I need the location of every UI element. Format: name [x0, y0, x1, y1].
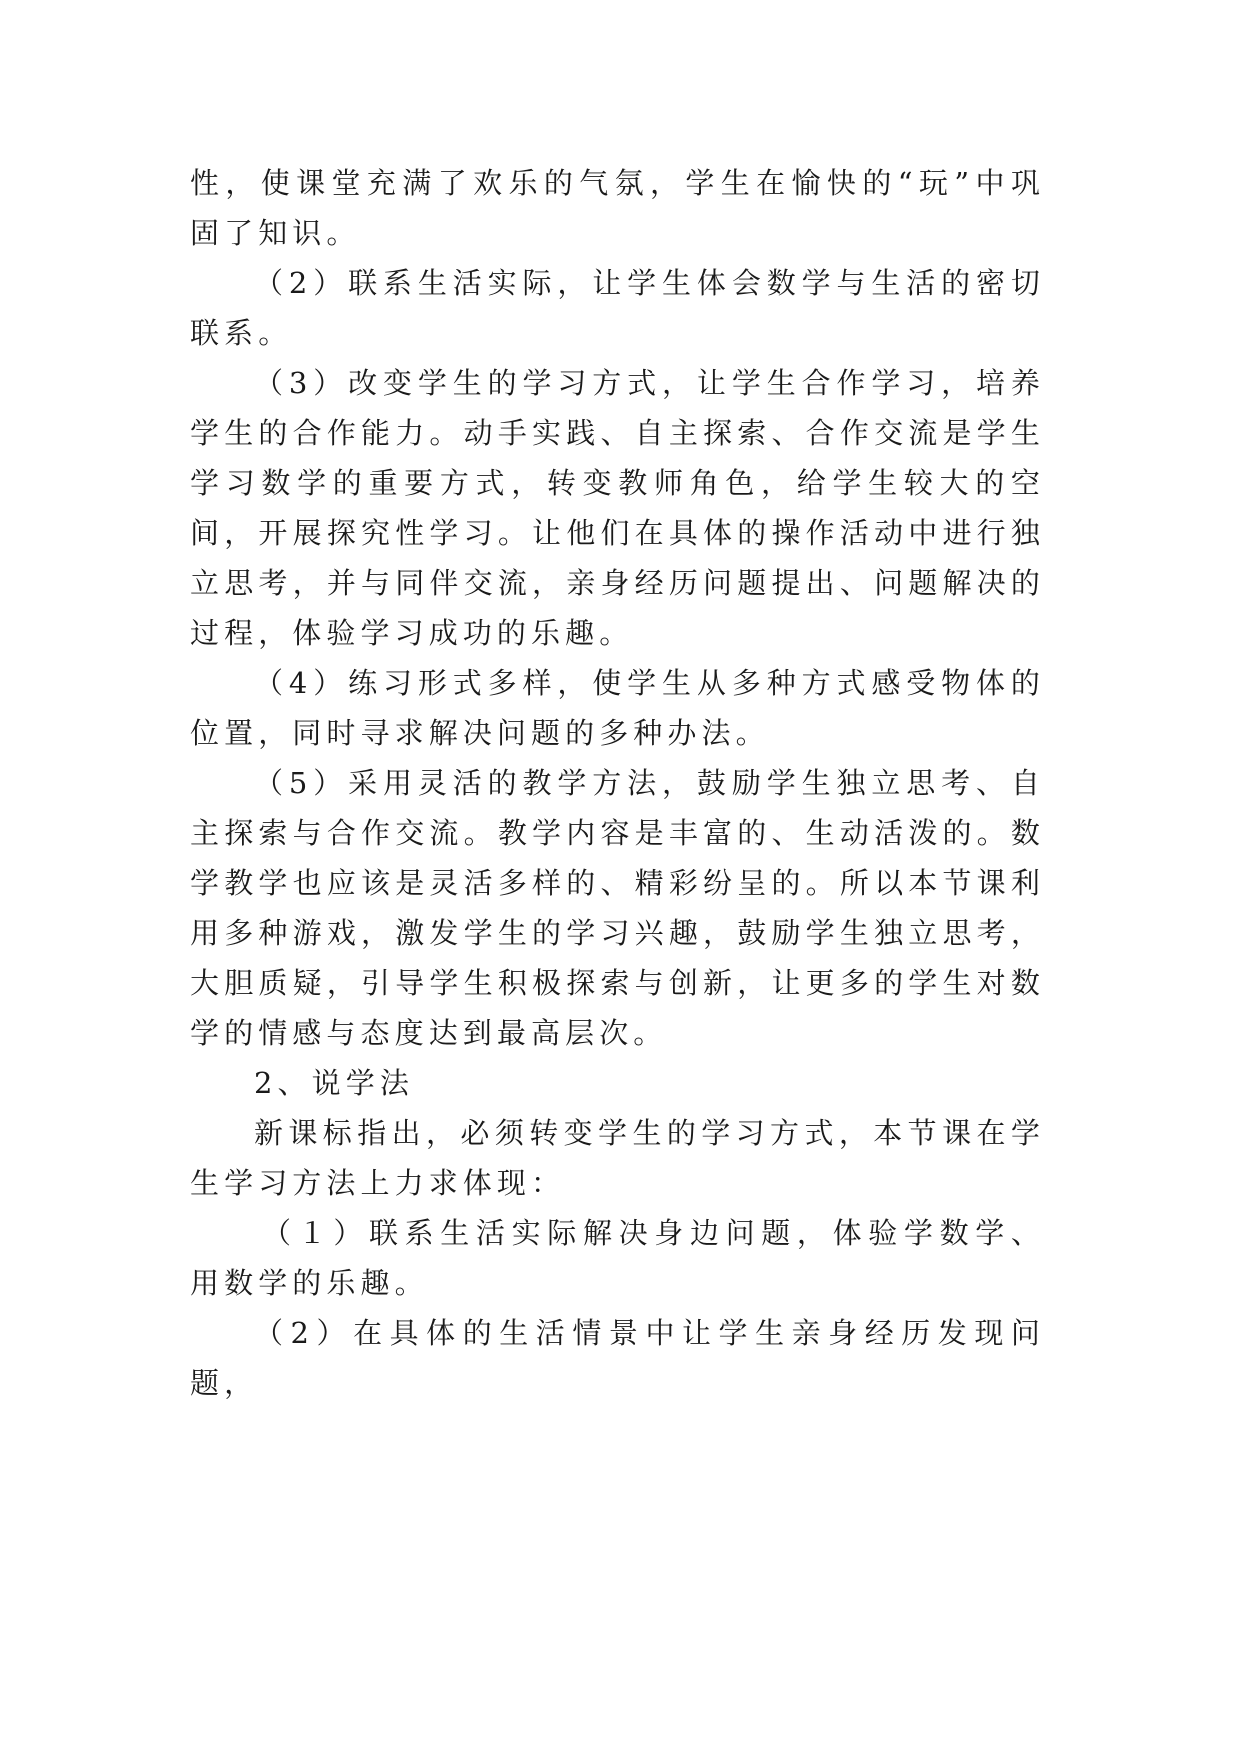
section-heading-study-method: 2、说学法 — [254, 1066, 414, 1100]
paragraph-method-2: （2）在具体的生活情景中让学生亲身经历发现问题， — [190, 1316, 1045, 1400]
paragraph-continuation: 性，使课堂充满了欢乐的气氛，学生在愉快的“玩”中巩固了知识。 — [190, 166, 1045, 250]
paragraph-new-curriculum: 新课标指出，必须转变学生的学习方式，本节课在学生学习方法上力求体现： — [190, 1116, 1045, 1200]
paragraph-method-1: （１）联系生活实际解决身边问题，体验学数学、用数学的乐趣。 — [190, 1216, 1045, 1300]
paragraph-item-4: （4）练习形式多样，使学生从多种方式感受物体的位置，同时寻求解决问题的多种办法。 — [190, 666, 1045, 750]
document-body — [190, 158, 1045, 1408]
paragraph-item-3: （3）改变学生的学习方式，让学生合作学习，培养学生的合作能力。动手实践、自主探索、合作交流是学生学习数学的重要方式，转变教师角色，给学生较大的空间，开展探究性学习。让他们在具体的操作活动中进行独立思考，并与同伴交流，亲身经历问题提出、问题解决的过程，体验学习成功的乐趣。 — [190, 366, 1045, 650]
paragraph-item-2: （2）联系生活实际，让学生体会数学与生活的密切联系。 — [190, 266, 1045, 350]
paragraph-item-5: （5）采用灵活的教学方法，鼓励学生独立思考、自主探索与合作交流。教学内容是丰富的、生动活泼的。数学教学也应该是灵活多样的、精彩纷呈的。所以本节课利用多种游戏，激发学生的学习兴趣，鼓励学生独立思考，大胆质疑，引导学生积极探索与创新，让更多的学生对数学的情感与态度达到最高层次。 — [190, 766, 1045, 1050]
